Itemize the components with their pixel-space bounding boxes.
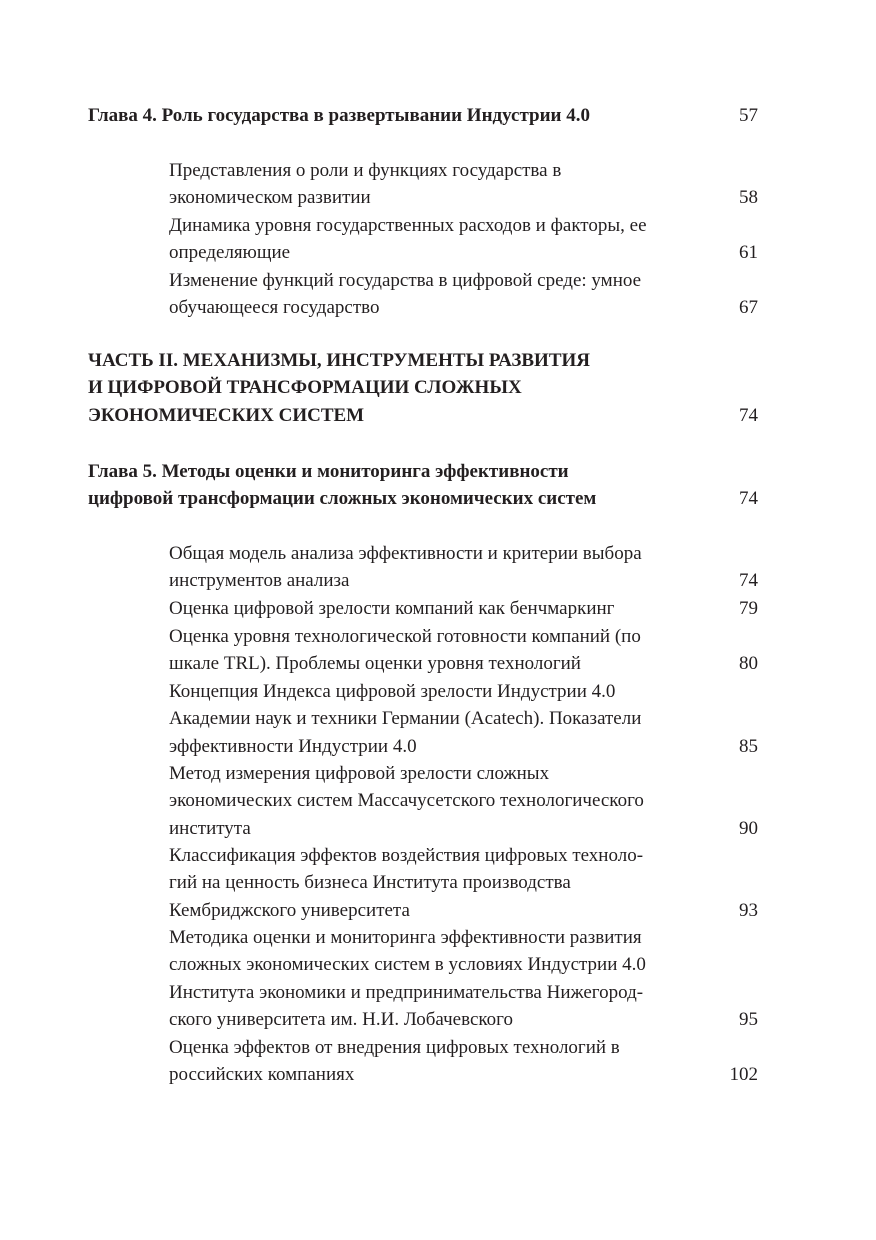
toc-line: ЭКОНОМИЧЕСКИХ СИСТЕМ	[88, 404, 365, 426]
toc-line: Института экономики и предпринимательства Нижегород-	[169, 981, 644, 1003]
toc-page-number: 90	[739, 817, 758, 839]
toc-entry-section[interactable]	[169, 760, 758, 842]
toc-page-number: 102	[729, 1064, 758, 1086]
toc-entry-section[interactable]	[169, 157, 758, 212]
toc-line: Классификация эффектов воздействия цифровых техноло-	[169, 845, 644, 866]
toc-entry-title	[169, 842, 758, 924]
toc-line: Представления о роли и функциях государства в	[169, 160, 562, 181]
toc-entry-title	[169, 267, 758, 322]
toc-line: Глава 4. Роль государства в развертывании Индустрии 4.0	[88, 105, 591, 126]
toc-entry-title	[169, 540, 758, 595]
toc-page-number: 58	[739, 187, 758, 209]
toc-line: института	[169, 817, 251, 839]
toc-entry-section[interactable]	[169, 924, 758, 1034]
toc-line: ЧАСТЬ II. МЕХАНИЗМЫ, ИНСТРУМЕНТЫ РАЗВИТИЯ	[88, 350, 591, 371]
toc-line: российских компаниях	[169, 1064, 355, 1086]
toc-entry-chapter-5[interactable]	[88, 458, 758, 513]
toc-line: ского университета им. Н.И. Лобачевского	[169, 1009, 513, 1031]
toc-entry-section[interactable]	[169, 842, 758, 924]
toc-entry-title	[169, 212, 758, 267]
toc-entry-title	[88, 347, 758, 429]
toc-line: Методика оценки и мониторинга эффективности развития	[169, 927, 642, 948]
toc-entry-title	[88, 102, 758, 129]
toc-line: И ЦИФРОВОЙ ТРАНСФОРМАЦИИ СЛОЖНЫХ	[88, 377, 522, 399]
toc-page-number: 74	[739, 404, 758, 426]
toc-line: экономическом развитии	[169, 187, 371, 209]
toc-line: цифровой трансформации сложных экономических систем	[88, 488, 597, 510]
toc-page-number: 67	[739, 297, 758, 319]
toc-entry-title	[169, 678, 758, 760]
toc-entry-title	[169, 157, 758, 212]
toc-page-number: 61	[739, 242, 758, 264]
toc-line: обучающееся государство	[169, 297, 380, 319]
toc-line: инструментов анализа	[169, 570, 350, 592]
toc-entry-chapter-4[interactable]	[88, 102, 758, 129]
toc-line: шкале TRL). Проблемы оценки уровня технологий	[169, 653, 581, 675]
toc-line: определяющие	[169, 242, 291, 264]
toc-entry-part-2[interactable]	[88, 347, 758, 429]
toc-line: Концепция Индекса цифровой зрелости Индустрии 4.0	[169, 681, 616, 702]
toc-entry-title	[169, 924, 758, 1034]
toc-entry-title	[169, 1034, 758, 1089]
toc-line: эффективности Индустрии 4.0	[169, 735, 417, 757]
toc-page-number: 57	[739, 105, 758, 126]
toc-page-number: 74	[739, 488, 758, 510]
toc-page-number: 93	[739, 899, 758, 921]
toc-entry-section[interactable]	[169, 540, 758, 595]
toc-line: Оценка уровня технологической готовности компаний (по	[169, 626, 641, 647]
toc-line: Динамика уровня государственных расходов и факторы, ее	[169, 215, 647, 236]
toc-line: Общая модель анализа эффективности и критерии выбора	[169, 543, 642, 564]
toc-entry-section[interactable]	[169, 267, 758, 322]
toc-entry-section[interactable]	[169, 212, 758, 267]
toc-entry-title	[169, 760, 758, 842]
toc-line: Метод измерения цифровой зрелости сложных	[169, 763, 550, 784]
toc-line: Оценка эффектов от внедрения цифровых технологий в	[169, 1037, 620, 1058]
toc-entry-section[interactable]	[169, 595, 758, 622]
toc-page-number: 74	[739, 570, 758, 592]
toc-entry-section[interactable]	[169, 1034, 758, 1089]
toc-line: гий на ценность бизнеса Института производства	[169, 872, 571, 894]
toc-line: Изменение функций государства в цифровой среде: умное	[169, 270, 642, 291]
toc-line: Глава 5. Методы оценки и мониторинга эффективности	[88, 461, 569, 482]
toc-entry-section[interactable]	[169, 678, 758, 760]
toc-line: Академии наук и техники Германии (Acatech). Показатели	[169, 708, 642, 730]
toc-page-number: 95	[739, 1009, 758, 1031]
toc-entry-title	[88, 458, 758, 513]
toc-page-number: 79	[739, 598, 758, 619]
toc-page-number: 85	[739, 735, 758, 757]
toc-entry-title	[169, 623, 758, 678]
toc-entry-section[interactable]	[169, 623, 758, 678]
toc-entry-title	[169, 595, 758, 622]
toc-line: Кембриджского университета	[169, 899, 410, 921]
toc-line: экономических систем Массачусетского технологического	[169, 790, 644, 812]
toc-page-number: 80	[739, 653, 758, 675]
toc-line: Оценка цифровой зрелости компаний как бенчмаркинг	[169, 598, 615, 619]
toc-line: сложных экономических систем в условиях Индустрии 4.0	[169, 954, 646, 976]
